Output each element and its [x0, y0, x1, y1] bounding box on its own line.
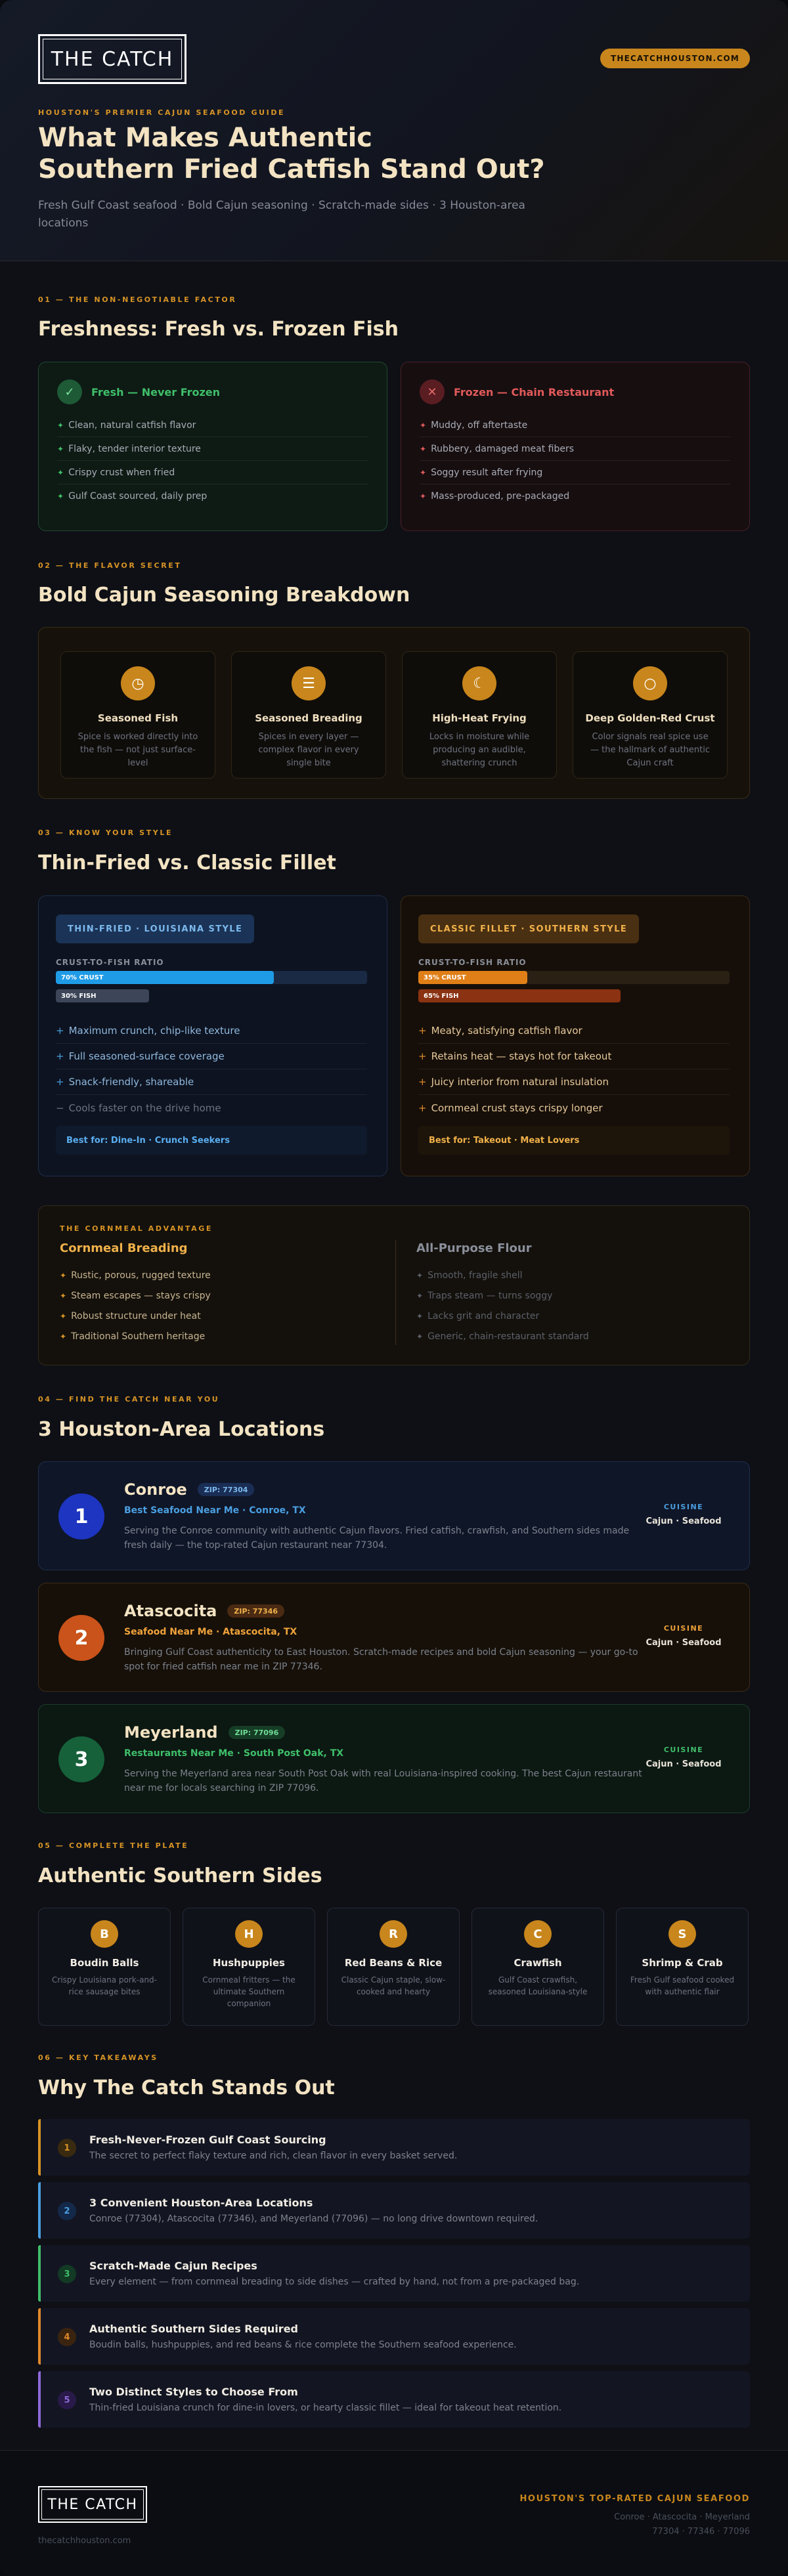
- frozen-card-title: Frozen — Chain Restaurant: [454, 385, 615, 398]
- menu-icon: ☰: [292, 666, 326, 700]
- ratio-label: CRUST-TO-FISH RATIO: [418, 958, 527, 967]
- location-name-row: [124, 1480, 254, 1499]
- takeaway-accent-bar: [38, 2119, 41, 2176]
- takeaway-item: [38, 2182, 750, 2239]
- frozen-card: [401, 362, 750, 531]
- takeaway-accent-bar: [38, 2245, 41, 2302]
- star-icon: ✦: [57, 467, 64, 477]
- list-item: ✦ Muddy, off aftertaste: [420, 414, 731, 437]
- star-icon: ✦: [420, 444, 427, 454]
- list-item: + Snack-friendly, shareable: [56, 1069, 367, 1095]
- section-6-title: Why The Catch Stands Out: [38, 2076, 335, 2099]
- fresh-list: [57, 414, 368, 508]
- side-desc: Cornmeal fritters — the ultimate Southern companion: [202, 1975, 296, 2008]
- list-item: ✦ Crispy crust when fried: [57, 461, 368, 484]
- list-item: ✦ Gulf Coast sourced, daily prep: [57, 491, 208, 502]
- takeaway-number: 1: [58, 2139, 76, 2157]
- section-5-title: Authentic Southern Sides: [38, 1864, 322, 1887]
- section-6-kicker: 06 — KEY TAKEAWAYS: [38, 2053, 158, 2062]
- side-card: [183, 1908, 315, 2026]
- frozen-list: [420, 414, 731, 508]
- location-name: Conroe: [124, 1480, 187, 1499]
- cuisine-block: [638, 1746, 730, 1769]
- list-item: − Cools faster on the drive home: [56, 1102, 221, 1114]
- hero-subtitle: Fresh Gulf Coast seafood · Bold Cajun seasoning · Scratch-made sides · 3 Houston-area locations: [38, 199, 525, 230]
- section-2-title: Bold Cajun Seasoning Breakdown: [38, 584, 410, 607]
- best-for-thin: Best for: Dine-In · Crunch Seekers: [56, 1126, 367, 1155]
- footer-logo[interactable]: [38, 2486, 147, 2523]
- minus-icon: −: [56, 1102, 64, 1114]
- tile-title: Seasoned Breading: [255, 712, 362, 724]
- takeaway-desc: Conroe (77304), Atascocita (77346), and Meyerland (77096) — no long drive downtown required.: [89, 2214, 538, 2224]
- zip-badge: ZIP: 77346: [227, 1604, 284, 1618]
- list-item: ✦ Steam escapes — stays crispy: [60, 1290, 211, 1301]
- location-subtitle: Restaurants Near Me · South Post Oak, TX: [124, 1748, 344, 1759]
- tile-desc: Color signals real spice use — the hallmark of authentic Cajun craft: [590, 732, 710, 768]
- footer: [0, 2450, 788, 2576]
- side-card: [471, 1908, 604, 2026]
- takeaway-number: 2: [58, 2202, 76, 2220]
- side-card: [38, 1908, 171, 2026]
- location-desc: Serving the Conroe community with authentic Cajun flavors. Fried catfish, crawfish, and Southern sides made fresh daily — the top-rated Cajun restaurant near 77304.: [124, 1526, 630, 1551]
- list-item: ✦ Soggy result after frying: [420, 461, 731, 484]
- location-desc: Bringing Gulf Coast authenticity to East Houston. Scratch-made recipes and bold Cajun seasoning — your go-to spot for fried catfish near me in ZIP 77346.: [124, 1647, 638, 1672]
- footer-zips: 77304 · 77346 · 77096: [652, 2527, 750, 2537]
- side-desc: Crispy Louisiana pork-and-rice sausage bites: [52, 1975, 157, 1996]
- section-5-kicker: 05 — COMPLETE THE PLATE: [38, 1841, 189, 1850]
- location-number: 2: [58, 1615, 104, 1661]
- cuisine-block: [638, 1624, 730, 1648]
- list-item: + Cornmeal crust stays crispy longer: [418, 1102, 603, 1114]
- seasoning-panel: [38, 627, 750, 799]
- cuisine-block: [638, 1503, 730, 1526]
- cuisine-label: CUISINE: [663, 1503, 704, 1511]
- location-name-row: [124, 1602, 284, 1620]
- footer-cities: Conroe · Atascocita · Meyerland: [614, 2512, 750, 2522]
- cuisine-value: Cajun · Seafood: [646, 1759, 722, 1769]
- hero-section: [0, 0, 788, 261]
- tile-title: Deep Golden-Red Crust: [585, 712, 715, 724]
- thin-fried-list: [56, 1018, 367, 1121]
- best-for-classic: Best for: Takeout · Meat Lovers: [418, 1126, 730, 1155]
- list-item: ✦ Lacks grit and character: [416, 1310, 540, 1321]
- side-title: Crawfish: [514, 1957, 562, 1969]
- fresh-card: [38, 362, 387, 531]
- zip-badge: ZIP: 77096: [229, 1726, 286, 1739]
- star-icon: ✦: [416, 1291, 424, 1300]
- tile-desc: Spices in every layer — complex flavor in every single bite: [258, 732, 359, 768]
- list-item: ✦ Flaky, tender interior texture: [57, 437, 368, 461]
- side-desc: Fresh Gulf seafood cooked with authentic flair: [630, 1975, 735, 1996]
- frozen-card-header: [420, 379, 731, 404]
- footer-logo-text: THE CATCH: [41, 2489, 144, 2520]
- section-2-kicker: 02 — THE FLAVOR SECRET: [38, 561, 182, 570]
- list-item: + Meaty, satisfying catfish flavor: [418, 1018, 730, 1044]
- cuisine-value: Cajun · Seafood: [646, 1516, 722, 1526]
- tile-title: High-Heat Frying: [432, 712, 527, 724]
- takeaway-item: [38, 2308, 750, 2365]
- seasoning-tile: [402, 651, 557, 779]
- plus-icon: +: [418, 1050, 427, 1062]
- takeaway-number: 4: [58, 2328, 76, 2346]
- fish-bar: [56, 989, 367, 1002]
- plus-icon: +: [56, 1076, 64, 1088]
- side-title: Red Beans & Rice: [344, 1957, 443, 1969]
- crust-bar: [418, 971, 730, 984]
- takeaway-accent-bar: [38, 2371, 41, 2428]
- takeaway-item: [38, 2119, 750, 2176]
- x-icon: ✕: [420, 379, 445, 404]
- side-desc: Classic Cajun staple, slow-cooked and hearty: [341, 1975, 446, 1996]
- star-icon: ✦: [420, 420, 427, 430]
- side-title: Hushpuppies: [213, 1957, 285, 1969]
- location-number: 3: [58, 1736, 104, 1782]
- plus-icon: +: [56, 1025, 64, 1037]
- classic-fillet-card: [401, 895, 750, 1176]
- side-letter-icon: C: [524, 1920, 552, 1948]
- location-card-meyerland[interactable]: [38, 1704, 750, 1813]
- star-icon: ✦: [416, 1331, 424, 1341]
- cornmeal-kicker: THE CORNMEAL ADVANTAGE: [60, 1224, 213, 1233]
- takeaway-item: [38, 2371, 750, 2428]
- list-item: ✦ Rustic, porous, rugged texture: [60, 1270, 211, 1281]
- side-letter-icon: R: [380, 1920, 407, 1948]
- logo[interactable]: [38, 34, 186, 84]
- side-letter-icon: S: [668, 1920, 696, 1948]
- takeaway-desc: Every element — from cornmeal breading to side dishes — crafted by hand, not from a pre-packaged bag.: [89, 2277, 580, 2287]
- check-icon: ✓: [57, 379, 82, 404]
- takeaway-desc: Boudin balls, hushpuppies, and red beans & rice complete the Southern seafood experience.: [89, 2340, 517, 2350]
- takeaway-desc: Thin-fried Louisiana crunch for dine-in lovers, or hearty classic fillet — ideal for takeout heat retention.: [89, 2403, 562, 2413]
- cuisine-value: Cajun · Seafood: [646, 1638, 722, 1648]
- list-item: ✦ Traditional Southern heritage: [60, 1331, 206, 1342]
- classic-fillet-list: [418, 1018, 730, 1121]
- side-desc: Gulf Coast crawfish, seasoned Louisiana-style: [488, 1975, 588, 1996]
- seasoning-tile: [573, 651, 728, 779]
- cornmeal-list: [60, 1265, 362, 1346]
- plus-icon: +: [418, 1025, 427, 1037]
- section-4-title: 3 Houston-Area Locations: [38, 1418, 325, 1441]
- location-desc: Serving the Meyerland area near South Post Oak with real Louisiana-inspired cooking. The best Cajun restaurant near me for locals searching in ZIP 77096.: [124, 1769, 642, 1793]
- location-card-conroe[interactable]: [38, 1461, 750, 1570]
- hero-kicker: HOUSTON'S PREMIER CAJUN SEAFOOD GUIDE: [38, 108, 286, 117]
- thin-fried-badge: THIN-FRIED · LOUISIANA STYLE: [56, 914, 254, 943]
- fish-bar: [418, 989, 730, 1002]
- footer-tagline: HOUSTON'S TOP-RATED CAJUN SEAFOOD: [519, 2494, 750, 2504]
- cuisine-label: CUISINE: [663, 1746, 704, 1754]
- list-item: + Full seasoned-surface coverage: [56, 1044, 367, 1069]
- crust-bar: [56, 971, 367, 984]
- section-3-kicker: 03 — KNOW YOUR STYLE: [38, 828, 173, 837]
- star-icon: ✦: [416, 1311, 424, 1321]
- title-line-2: Southern Fried Catfish Stand Out?: [38, 154, 545, 184]
- takeaway-title: Authentic Southern Sides Required: [89, 2323, 298, 2335]
- flour-list: [416, 1265, 718, 1346]
- location-card-atascocita[interactable]: [38, 1583, 750, 1692]
- takeaway-item: [38, 2245, 750, 2302]
- side-title: Boudin Balls: [70, 1957, 139, 1969]
- seasoning-tile: [231, 651, 386, 779]
- section-1-kicker: 01 — THE NON-NEGOTIABLE FACTOR: [38, 295, 237, 304]
- fresh-card-title: Fresh — Never Frozen: [91, 385, 221, 398]
- list-item: ✦ Robust structure under heat: [60, 1310, 201, 1321]
- star-icon: ✦: [60, 1270, 67, 1280]
- location-subtitle: Best Seafood Near Me · Conroe, TX: [124, 1505, 306, 1516]
- plus-icon: +: [418, 1076, 427, 1088]
- list-item: ✦ Mass-produced, pre-packaged: [420, 491, 570, 502]
- star-icon: ✦: [60, 1291, 67, 1300]
- page-title: [38, 122, 629, 185]
- fish-bar-fill: 65% FISH: [418, 989, 621, 1002]
- takeaway-title: 3 Convenient Houston-Area Locations: [89, 2197, 313, 2209]
- takeaway-title: Fresh-Never-Frozen Gulf Coast Sourcing: [89, 2134, 326, 2146]
- takeaway-number: 3: [58, 2265, 76, 2283]
- side-card: [327, 1908, 460, 2026]
- takeaway-number: 5: [58, 2391, 76, 2409]
- crust-bar-fill: 35% CRUST: [418, 971, 527, 984]
- clock-icon: ◷: [121, 666, 155, 700]
- crust-bar-fill: 70% CRUST: [56, 971, 274, 984]
- list-item: ✦ Clean, natural catfish flavor: [57, 414, 368, 437]
- takeaway-title: Scratch-Made Cajun Recipes: [89, 2260, 257, 2272]
- star-icon: ✦: [416, 1270, 424, 1280]
- list-item: + Retains heat — stays hot for takeout: [418, 1044, 730, 1069]
- star-icon: ✦: [57, 420, 64, 430]
- star-icon: ✦: [60, 1311, 67, 1321]
- star-icon: ✦: [57, 444, 64, 454]
- takeaway-desc: The secret to perfect flaky texture and rich, clean flavor in every basket served.: [89, 2151, 458, 2161]
- tile-desc: Locks in moisture while producing an audible, shattering crunch: [429, 732, 530, 768]
- tile-desc: Spice is worked directly into the fish — not just surface-level: [77, 732, 198, 768]
- circle-icon: ○: [633, 666, 667, 700]
- location-subtitle: Seafood Near Me · Atascocita, TX: [124, 1627, 297, 1637]
- side-card: [616, 1908, 749, 2026]
- section-4-kicker: 04 — FIND THE CATCH NEAR YOU: [38, 1395, 220, 1404]
- list-item: + Maximum crunch, chip-like texture: [56, 1018, 367, 1044]
- fresh-card-header: [57, 379, 368, 404]
- list-item: ✦ Smooth, fragile shell: [416, 1270, 523, 1281]
- side-letter-icon: B: [91, 1920, 118, 1948]
- thin-fried-card: [38, 895, 387, 1176]
- ratio-label: CRUST-TO-FISH RATIO: [56, 958, 164, 967]
- cornmeal-panel: [38, 1205, 750, 1365]
- takeaway-accent-bar: [38, 2182, 41, 2239]
- star-icon: ✦: [60, 1331, 67, 1341]
- takeaway-title: Two Distinct Styles to Choose From: [89, 2386, 298, 2398]
- fish-bar-fill: 30% FISH: [56, 989, 149, 1002]
- side-title: Shrimp & Crab: [642, 1957, 723, 1969]
- seasoning-tile: [60, 651, 215, 779]
- star-icon: ✦: [57, 492, 64, 501]
- location-name-row: [124, 1723, 285, 1742]
- star-icon: ✦: [420, 492, 427, 501]
- plus-icon: +: [418, 1102, 427, 1114]
- title-line-1: What Makes Authentic: [38, 123, 373, 153]
- footer-url[interactable]: thecatchhouston.com: [38, 2536, 131, 2546]
- location-name: Meyerland: [124, 1723, 218, 1742]
- plus-icon: +: [56, 1050, 64, 1062]
- section-1-title: Freshness: Fresh vs. Frozen Fish: [38, 318, 399, 341]
- takeaway-accent-bar: [38, 2308, 41, 2365]
- list-item: ✦ Generic, chain-restaurant standard: [416, 1331, 589, 1342]
- flour-title: All-Purpose Flour: [416, 1241, 532, 1255]
- side-letter-icon: H: [235, 1920, 263, 1948]
- cornmeal-title: Cornmeal Breading: [60, 1241, 188, 1255]
- site-link-pill[interactable]: THECATCHHOUSTON.COM: [600, 49, 750, 68]
- list-item: ✦ Traps steam — turns soggy: [416, 1290, 553, 1301]
- cuisine-label: CUISINE: [663, 1624, 704, 1633]
- divider: [395, 1240, 396, 1345]
- classic-fillet-badge: CLASSIC FILLET · SOUTHERN STYLE: [418, 914, 639, 943]
- location-number: 1: [58, 1493, 104, 1539]
- location-name: Atascocita: [124, 1602, 217, 1620]
- list-item: ✦ Rubbery, damaged meat fibers: [420, 437, 731, 461]
- logo-text: THE CATCH: [43, 39, 182, 79]
- list-item: + Juicy interior from natural insulation: [418, 1069, 730, 1095]
- star-icon: ✦: [420, 467, 427, 477]
- moon-icon: ☾: [462, 666, 496, 700]
- zip-badge: ZIP: 77304: [198, 1483, 255, 1496]
- tile-title: Seasoned Fish: [97, 712, 179, 724]
- section-3-title: Thin-Fried vs. Classic Fillet: [38, 851, 336, 874]
